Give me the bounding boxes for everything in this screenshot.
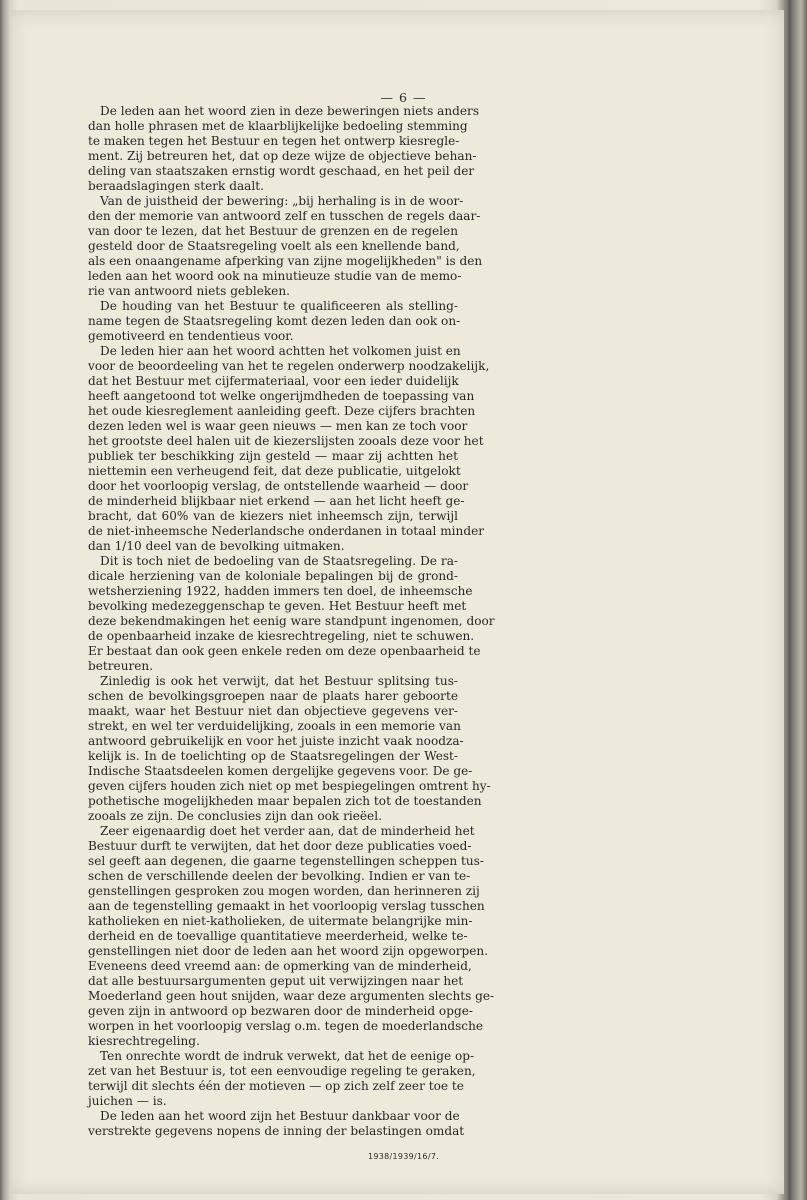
- text-line: kiesrechtregeling.: [88, 1034, 200, 1048]
- text-line: den der memorie van antwoord zelf en tusschen de regels daar-: [88, 209, 481, 223]
- text-line: dicale herziening van de koloniale bepalingen bij de grond-: [88, 569, 458, 583]
- text-line: derheid en de toevallige quantitatieve meerderheid, welke te-: [88, 929, 468, 943]
- text-line: dan 1/10 deel van de bevolking uitmaken.: [88, 539, 345, 553]
- text-line: als een onaangename afperking van zijne mogelijkheden" is den: [88, 254, 483, 268]
- text-line: Indische Staatsdeelen komen dergelijke gegevens voor. De ge-: [88, 764, 473, 778]
- text-line: dezen leden wel is waar geen nieuws — men kan ze toch voor: [88, 419, 468, 433]
- text-line: De leden hier aan het woord achtten het volkomen juist en: [100, 344, 461, 358]
- text-line: geven zijn in antwoord op bezwaren door de minderheid opge-: [88, 1004, 473, 1018]
- text-line: Zinledig is ook het verwijt, dat het Bestuur splitsing tus-: [100, 674, 458, 688]
- text-line: Eveneens deed vreemd aan: de opmerking van de minderheid,: [88, 959, 472, 973]
- text-line: gesteld door de Staatsregeling voelt als een knellende band,: [88, 239, 460, 253]
- text-line: van door te lezen, dat het Bestuur de grenzen en de regelen: [88, 224, 458, 238]
- text-line: katholieken en niet-katholieken, de uitermate belangrijke min-: [88, 914, 473, 928]
- text-line: genstellingen gesproken zou mogen worden, dan herinneren zij: [88, 884, 480, 898]
- text-line: ment. Zij betreuren het, dat op deze wijze de objectieve behan-: [88, 149, 477, 163]
- text-line: voor de beoordeeling van het te regelen onderwerp noodzakelijk,: [88, 359, 490, 373]
- text-line: Van de juistheid der bewering: „bij herhaling is in de woor-: [100, 194, 464, 208]
- text-line: deze bekendmakingen het eenig ware standpunt ingenomen, door: [88, 614, 495, 628]
- text-line: schen de bevolkingsgroepen naar de plaats harer geboorte: [88, 689, 458, 703]
- text-line: rie van antwoord niets gebleken.: [88, 284, 290, 298]
- text-line: leden aan het woord ook na minutieuze studie van de memo-: [88, 269, 462, 283]
- text-line: strekt, en wel ter verduidelijking, zooals in een memorie van: [88, 719, 461, 733]
- text-line: Bestuur durft te verwijten, dat het door deze publicaties voed-: [88, 839, 472, 853]
- text-line: bevolking medezeggenschap te geven. Het Bestuur heeft met: [88, 599, 467, 613]
- text-line: deling van staatszaken ernstig wordt geschaad, en het peil der: [88, 164, 475, 178]
- text-line: Moederland geen hout snijden, waar deze argumenten slechts ge-: [88, 989, 495, 1003]
- text-line: name tegen de Staatsregeling komt dezen leden dan ook on-: [88, 314, 461, 328]
- text-line: door het voorloopig verslag, de ontstellende waarheid — door: [88, 479, 469, 493]
- text-line: dat het Bestuur met cijfermateriaal, voor een ieder duidelijk: [88, 374, 459, 388]
- next-page-edge: [789, 0, 807, 1200]
- text-line: zooals ze zijn. De conclusies zijn dan ook rieëel.: [88, 809, 382, 823]
- text-line: Er bestaat dan ook geen enkele reden om deze openbaarheid te: [88, 644, 481, 658]
- text-line: Zeer eigenaardig doet het verder aan, dat de minderheid het: [100, 824, 475, 838]
- text-line: Ten onrechte wordt de indruk verwekt, dat het de eenige op-: [100, 1049, 475, 1063]
- text-line: de minderheid blijkbaar niet erkend — aan het licht heeft ge-: [88, 494, 465, 508]
- text-line: gemotiveerd en tendentieus voor.: [88, 329, 294, 343]
- text-line: het grootste deel halen uit de kiezerslijsten zooals deze voor het: [88, 434, 484, 448]
- text-line: zet van het Bestuur is, tot een eenvoudige regeling te geraken,: [88, 1064, 476, 1078]
- text-line: te maken tegen het Bestuur en tegen het ontwerp kiesregle-: [88, 134, 460, 148]
- text-line: De leden aan het woord zien in deze beweringen niets anders: [100, 104, 480, 118]
- text-line: dat alle bestuursargumenten geput uit verwijzingen naar het: [88, 974, 464, 988]
- text-line: kelijk is. In de toelichting op de Staatsregelingen der West-: [88, 749, 458, 763]
- text-line: genstellingen niet door de leden aan het woord zijn opgeworpen.: [88, 944, 489, 958]
- text-line: antwoord gebruikelijk en voor het juiste inzicht vaak noodza-: [88, 734, 464, 748]
- text-line: schen de verschillende deelen der bevolking. Indien er van te-: [88, 869, 471, 883]
- text-line: maakt, waar het Bestuur niet dan objectieve gegevens ver-: [88, 704, 458, 718]
- text-line: de niet-inheemsche Nederlandsche onderdanen in totaal minder: [88, 524, 485, 538]
- text-line: geven cijfers houden zich niet op met bespiegelingen omtrent hy-: [88, 779, 491, 793]
- text-line: pothetische mogelijkheden maar bepalen zich tot de toestanden: [88, 794, 482, 808]
- text-line: de openbaarheid inzake de kiesrechtregeling, niet te schuwen.: [88, 629, 475, 643]
- page-number: — 6 —: [380, 90, 427, 105]
- document-code: 1938/1939/16/7.: [367, 1152, 440, 1161]
- text-line: dan holle phrasen met de klaarblijkelijke bedoeling stemming: [88, 119, 468, 133]
- text-line: het oude kiesreglement aanleiding geeft. Deze cijfers brachten: [88, 404, 476, 418]
- text-line: De leden aan het woord zijn het Bestuur dankbaar voor de: [100, 1109, 460, 1123]
- text-line: Dit is toch niet de bedoeling van de Staatsregeling. De ra-: [100, 554, 458, 568]
- text-line: beraadslagingen sterk daalt.: [88, 179, 264, 193]
- text-line: wetsherziening 1922, hadden immers ten doel, de inheemsche: [88, 584, 473, 598]
- text-line: sel geeft aan degenen, die gaarne tegenstellingen scheppen tus-: [88, 854, 484, 868]
- body-text: [88, 104, 495, 1139]
- text-line: worpen in het voorloopig verslag o.m. tegen de moederlandsche: [88, 1019, 484, 1033]
- text-line: bracht, dat 60% van de kiezers niet inheemsch zijn, terwijl: [88, 509, 458, 523]
- text-line: publiek ter beschikking zijn gesteld — maar zij achtten het: [88, 449, 458, 463]
- text-line: juichen — is.: [88, 1094, 167, 1108]
- text-line: De houding van het Bestuur te qualificeeren als stelling-: [100, 299, 458, 313]
- text-line: niettemin een verheugend feit, dat deze publicatie, uitgelokt: [88, 464, 461, 478]
- text-line: heeft aangetoond tot welke ongerijmdheden de toepassing van: [88, 389, 475, 403]
- text-line: betreuren.: [88, 659, 154, 673]
- text-line: verstrekte gegevens nopens de inning der belastingen omdat: [88, 1124, 465, 1138]
- text-line: terwijl dit slechts één der motieven — op zich zelf zeer toe te: [88, 1079, 464, 1093]
- text-line: aan de tegenstelling gemaakt in het voorloopig verslag tusschen: [88, 899, 485, 913]
